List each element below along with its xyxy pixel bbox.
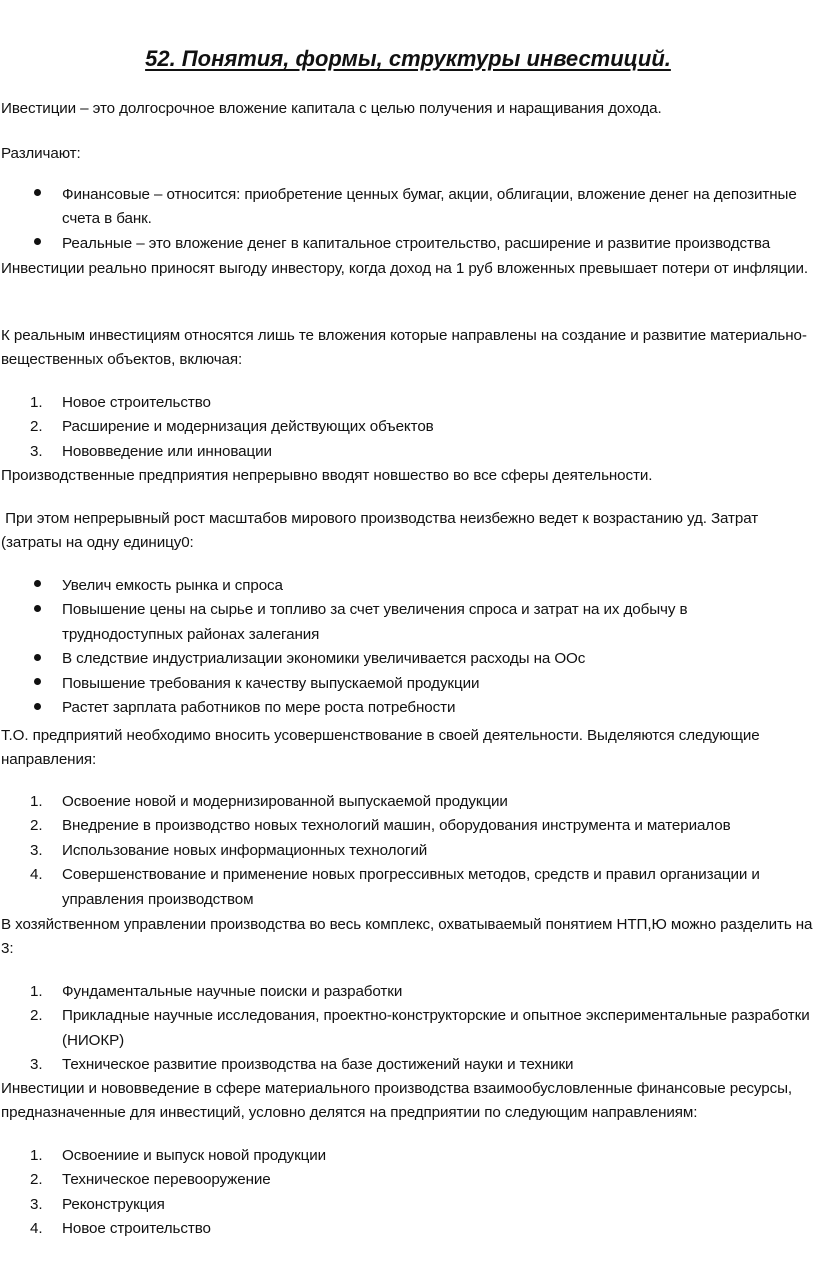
list-item-text: Реконструкция: [62, 1195, 165, 1213]
paragraph-real-investments: К реальным инвестициям относятся лишь те вложения которые направлены на создание и развитие материально-вещественных объектов, включая:: [1, 327, 807, 369]
list-item: [0, 232, 812, 256]
list-item: [0, 440, 812, 464]
list-item: [0, 1193, 812, 1217]
paragraph-ntp: В хозяйственном управлении производства во весь комплекс, охватываемый понятием НТП,Ю можно разделить на 3:: [1, 916, 813, 958]
list-item-text: В следствие индустриализации экономики увеличивается расходы на ООс: [62, 650, 586, 668]
list-item-text: Освоениие и выпуск новой продукции: [62, 1147, 327, 1164]
paragraph-production: Производственные предприятия непрерывно вводят новшество во все сферы деятельности.: [1, 467, 653, 484]
list-item: [0, 672, 812, 696]
list-item: [0, 598, 812, 647]
list-item: [0, 1053, 812, 1077]
list-number: 4.: [30, 866, 43, 884]
list-item: [0, 839, 812, 863]
list-item-text: Освоение новой и модернизированной выпускаемой продукции: [62, 793, 508, 810]
page-title: 52. Понятия, формы, структуры инвестиций.: [145, 46, 671, 71]
list-number: 3.: [30, 1195, 43, 1213]
list-item: [0, 863, 812, 912]
bullet-marker: [26, 696, 48, 720]
numbered-list-real-investments: [0, 391, 812, 464]
list-number: 4.: [30, 1220, 43, 1238]
list-item-text: Техническое перевооружение: [62, 1171, 271, 1189]
list-item-text: Реальные – это вложение денег в капитальное строительство, расширение и развитие производства: [62, 234, 771, 252]
list-item-text: Повышение требования к качеству выпускаемой продукции: [62, 674, 480, 692]
list-item: [0, 415, 812, 439]
list-item-text: Техническое развитие производства на базе достижений науки и техники: [62, 1056, 574, 1074]
bullet-list-cost-factors: [0, 574, 812, 720]
list-item-text: Расширение и модернизация действующих объектов: [62, 418, 434, 436]
bullet-marker: [26, 598, 48, 622]
list-number: 1.: [30, 983, 43, 1000]
list-item: [0, 814, 812, 838]
list-item-text: Финансовые – относится: приобретение ценных бумаг, акции, облигации, вложение денег на депозитные счета в банк.: [62, 186, 797, 228]
list-number: 1.: [30, 793, 43, 810]
list-item: [0, 647, 812, 671]
bullet-marker: [26, 574, 48, 598]
list-item: [0, 980, 812, 1004]
list-item: [0, 574, 812, 598]
list-number: 1.: [30, 1147, 43, 1164]
list-item-text: Увелич емкость рынка и спроса: [62, 577, 283, 594]
list-item: [0, 1217, 812, 1241]
paragraph-improvement: Т.О. предприятий необходимо вносить усовершенствование в своей деятельности. Выделяются следующие направления:: [1, 727, 760, 769]
list-number: 3.: [30, 442, 43, 460]
list-item: [0, 790, 812, 814]
paragraph-growth: При этом непрерывный рост масштабов мирового производства неизбежно ведет к возрастанию уд. Затрат (затраты на одну единицу0:: [1, 510, 763, 552]
list-item: [0, 1168, 812, 1192]
list-item: [0, 391, 812, 415]
list-item-text: Нововведение или инновации: [62, 442, 272, 460]
list-number: 2.: [30, 817, 43, 835]
bullet-marker: [26, 647, 48, 671]
list-item-text: Прикладные научные исследования, проектно-конструкторские и опытное экспериментальные разработки (НИОКР): [62, 1007, 810, 1049]
list-item-text: Новое строительство: [62, 394, 211, 411]
list-item-text: Внедрение в производство новых технологий машин, оборудования инструмента и материалов: [62, 817, 731, 835]
numbered-list-enterprise-directions: [0, 1144, 812, 1242]
bullet-list-investment-types: [0, 183, 812, 256]
list-number: 3.: [30, 1056, 43, 1074]
numbered-list-directions: [0, 790, 812, 912]
list-item-text: Новое строительство: [62, 1220, 211, 1238]
bullet-marker: [26, 232, 48, 256]
list-number: 3.: [30, 841, 43, 859]
bullet-marker: [26, 672, 48, 696]
list-item: [0, 1144, 812, 1168]
list-number: 1.: [30, 394, 43, 411]
list-item: [0, 1004, 812, 1053]
list-number: 2.: [30, 418, 43, 436]
paragraph-definition: Ивестиции – это долгосрочное вложение капитала с целью получения и наращивания дохода.: [1, 100, 662, 117]
bullet-marker: [26, 183, 48, 207]
list-number: 2.: [30, 1007, 43, 1025]
list-item: [0, 183, 812, 232]
numbered-list-ntp-parts: [0, 980, 812, 1078]
paragraph-benefit: Инвестиции реально приносят выгоду инвестору, когда доход на 1 руб вложенных превышает потери от инфляции.: [1, 260, 808, 277]
list-item-text: Совершенствование и применение новых прогрессивных методов, средств и правил организации и управления производством: [62, 866, 760, 908]
list-item-text: Фундаментальные научные поиски и разработки: [62, 983, 403, 1000]
list-number: 2.: [30, 1171, 43, 1189]
list-item-text: Повышение цены на сырье и топливо за счет увеличения спроса и затрат на их добычу в труднодоступных районах залегания: [62, 601, 688, 643]
paragraph-investment-innovation: Инвестиции и нововведение в сфере материального производства взаимообусловленные финансовые ресурсы, предназначенные для инвестиций, условно делятся на предприятии по следующим направлениям:: [1, 1080, 793, 1122]
paragraph-distinguish: Различают:: [1, 145, 81, 162]
list-item-text: Растет зарплата работников по мере роста потребности: [62, 699, 456, 717]
list-item-text: Использование новых информационных технологий: [62, 841, 428, 859]
list-item: [0, 696, 812, 720]
